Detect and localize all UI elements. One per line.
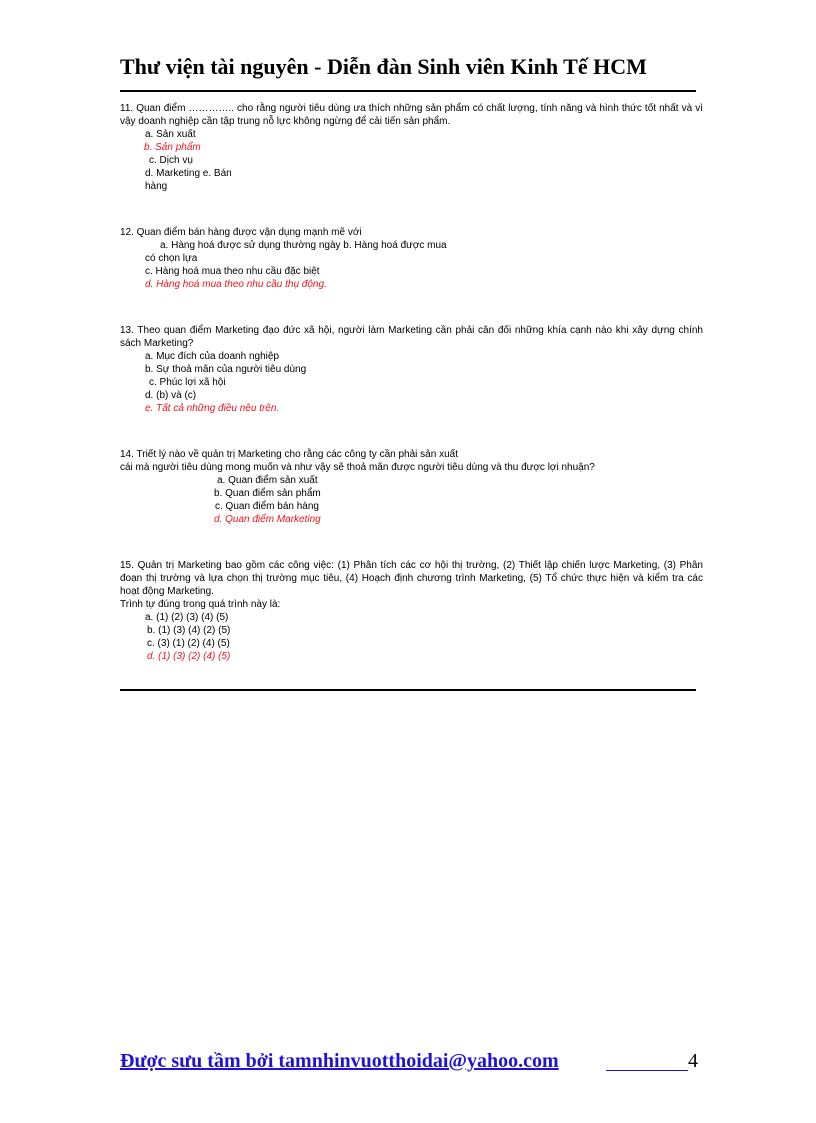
- question-stem: 11. Quan điểm ………….. cho rằng người tiêu dùng ưa thích những sản phẩm có chất lượng, tính năng và hình thức tốt nhất và vì vậy doanh nghiệp cần tập trung nỗ lực không ngừng để cải tiến sản phẩm.: [120, 103, 703, 127]
- option-b: b. Sự thoả mãn của người tiêu dùng: [145, 364, 307, 375]
- page-footer: [120, 1050, 696, 1076]
- question-stem-line-2: cái mà người tiêu dùng mong muốn và như vậy sẽ thoả mãn được người tiêu dùng và thu được lợi nhuận?: [120, 462, 595, 473]
- option-d-correct-answer: d. Hàng hoá mua theo nhu cầu thụ động.: [145, 279, 327, 290]
- content-bottom-divider: [120, 689, 696, 691]
- option-a: a. Mục đích của doanh nghiệp: [145, 351, 279, 362]
- question-stem-line-2: Trình tự đúng trong quá trình này là:: [120, 599, 281, 610]
- question-stem-line-1: 14. Triết lý nào về quản trị Marketing cho rằng các công ty cần phải sản xuất: [120, 449, 458, 460]
- question-12: [120, 226, 703, 291]
- option-continuation: hàng: [145, 181, 168, 192]
- question-15: [120, 559, 703, 663]
- option-a: a. (1) (2) (3) (4) (5): [145, 612, 229, 623]
- option-c: c. Quan điểm bán hàng: [215, 501, 319, 512]
- question-13: [120, 324, 703, 415]
- option-d: d. (b) và (c): [145, 390, 197, 401]
- option-d: d. Marketing e. Bán: [145, 168, 232, 179]
- option-b: b. (1) (3) (4) (2) (5): [147, 625, 231, 636]
- option-a: a. Quan điểm sản xuất: [217, 475, 318, 486]
- footer-underline-filler: [606, 1070, 688, 1071]
- option-c: c. (3) (1) (2) (4) (5): [147, 638, 230, 649]
- question-11: [120, 102, 703, 193]
- page-header-title: Thư viện tài nguyên - Diễn đàn Sinh viên Kinh Tế HCM: [120, 54, 647, 79]
- page-number: 4: [688, 1050, 698, 1072]
- header-divider: [120, 90, 696, 92]
- question-stem: 13. Theo quan điểm Marketing đạo đức xã hội, người làm Marketing cần phải cân đối những khía cạnh nào khi xây dựng chính sách Marketing?: [120, 325, 703, 349]
- option-c: c. Phúc lợi xã hội: [149, 377, 226, 388]
- question-14: [120, 448, 703, 526]
- question-stem: 15. Quản trị Marketing bao gồm các công việc: (1) Phân tích các cơ hội thị trường, (2) Thiết lập chiến lược Marketing, (3) Phân đoạn thị trường và lựa chọn thị trường mục tiêu, (4) Hoạch định chương trình Marketing, (5) Tổ chức thực hiện và kiểm tra các hoạt động Marketing.: [120, 560, 703, 597]
- question-list: [120, 102, 703, 696]
- option-c: c. Dịch vụ: [149, 155, 193, 166]
- option-a-b: a. Hàng hoá được sử dụng thường ngày b. Hàng hoá được mua: [160, 240, 447, 251]
- option-continuation: có chọn lựa: [145, 253, 198, 264]
- option-e-correct-answer: e. Tất cả những điều nêu trên.: [145, 403, 280, 414]
- option-d-correct-answer: d. (1) (3) (2) (4) (5): [147, 651, 231, 662]
- option-a: a. Sản xuất: [145, 129, 196, 140]
- option-c: c. Hàng hoá mua theo nhu cầu đặc biệt: [145, 266, 320, 277]
- footer-credit-link[interactable]: Được sưu tầm bởi tamnhinvuotthoidai@yahoo.com: [120, 1050, 559, 1072]
- option-d-correct-answer: d. Quan điểm Marketing: [214, 514, 321, 525]
- question-stem: 12. Quan điểm bán hàng được vận dụng mạnh mẽ với: [120, 227, 362, 238]
- option-b: b. Quan điểm sản phẩm: [214, 488, 321, 499]
- option-b-correct-answer: b. Sản phẩm: [144, 142, 201, 153]
